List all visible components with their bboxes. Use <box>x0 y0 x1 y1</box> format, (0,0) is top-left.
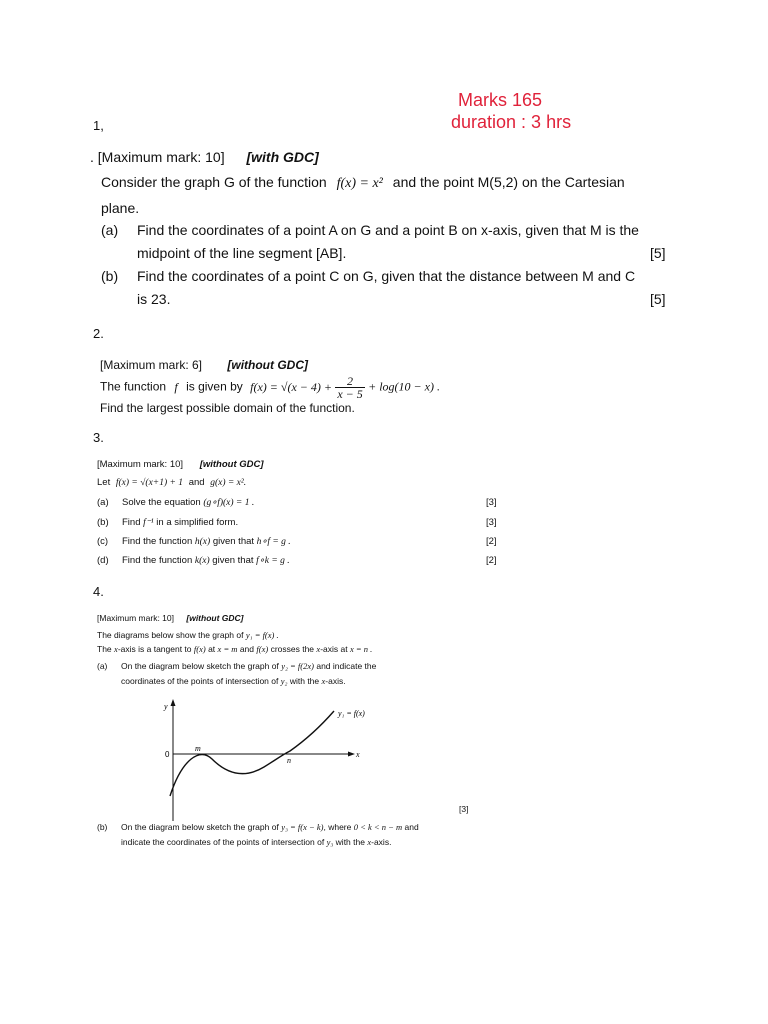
q4-math: x <box>316 644 321 654</box>
part-label: (a) <box>97 497 109 508</box>
q4-math: y₃ = f(x − k) <box>281 822 324 832</box>
q2-gdc-note: [without GDC] <box>227 358 309 372</box>
q4-max-mark: [Maximum mark: 10] <box>97 613 174 623</box>
part-text: Find the function <box>122 536 193 547</box>
part-mark: [5] <box>650 245 666 261</box>
q4-text: On the diagram below sketch the graph of <box>121 822 279 832</box>
q4-text: -axis is a tangent to <box>117 644 192 654</box>
part-text: midpoint of the line segment [AB]. <box>137 245 347 261</box>
q4-text: with the <box>289 676 320 686</box>
q4-text: -axis. <box>325 676 346 686</box>
q4-part-a <box>97 661 377 671</box>
q4-text: indicate the coordinates of the points of intersection of <box>121 837 325 847</box>
part-text: Find <box>122 517 141 528</box>
q4-text: crosses the <box>270 644 315 654</box>
q4-text: coordinates of the points of intersection of <box>121 676 279 686</box>
q4-text: and indicate the <box>316 661 377 671</box>
part-math: f∘k = g . <box>256 556 290 566</box>
q3-g-def: g(x) = x². <box>210 478 247 488</box>
q4-number: 4. <box>93 584 104 599</box>
y-axis-arrow <box>171 699 176 706</box>
marks-total: Marks 165 <box>458 90 543 110</box>
q2-max-mark: [Maximum mark: 6] <box>100 358 203 372</box>
q4-part-a-mark: [3] <box>459 804 469 814</box>
q4-text: -axis. <box>371 837 392 847</box>
part-label: (b) <box>97 822 108 832</box>
q4-math: f(x) <box>193 644 206 654</box>
part-label: (a) <box>97 661 108 671</box>
q2-text: is given by <box>186 379 243 394</box>
part-text: given that <box>212 555 254 566</box>
q4-math: x <box>321 676 326 686</box>
q4-text: and <box>239 644 255 654</box>
part-label: (d) <box>97 555 109 566</box>
part-label: (c) <box>97 536 109 547</box>
question-4 <box>97 613 477 858</box>
q3-f-def: f(x) = √(x+1) + 1 <box>115 478 184 488</box>
q1-max-mark: . [Maximum mark: 10] <box>90 149 225 165</box>
q4-part-b <box>97 822 419 832</box>
x-axis-label: x <box>356 750 360 759</box>
question-3 <box>97 459 507 571</box>
n-label: n <box>287 756 291 765</box>
q4-line2 <box>97 644 372 654</box>
part-text: Solve the equation <box>122 497 201 508</box>
part-text: is 23. <box>137 291 171 307</box>
q4-math: y₁ = f(x) . <box>245 630 279 640</box>
part-mark: [2] <box>486 555 497 566</box>
q4-math: x <box>367 837 372 847</box>
q4-math: y₂ <box>280 676 288 686</box>
q1-gdc-note: [with GDC] <box>246 149 319 165</box>
x-axis-arrow <box>348 752 355 757</box>
question-2 <box>100 358 440 415</box>
q4-math: f(x) <box>256 644 269 654</box>
q2-formula: f(x) = √(x − 4) + <box>250 379 332 394</box>
part-label: (a) <box>101 222 119 238</box>
q4-math: x <box>114 644 118 654</box>
part-text: Find the coordinates of a point C on G, given that the distance between M and C <box>137 268 636 284</box>
q4-text: The diagrams below show the graph of <box>97 630 244 640</box>
q4-text: -axis at <box>320 644 348 654</box>
part-math: h(x) <box>194 537 211 547</box>
q4-text: , where <box>323 822 352 832</box>
m-label: m <box>195 744 201 753</box>
q3-part-a <box>97 497 497 508</box>
q4-text: with the <box>335 837 365 847</box>
q4-gdc-note: [without GDC] <box>186 613 244 623</box>
q2-number: 2. <box>93 326 104 341</box>
numerator: 2 <box>335 375 364 388</box>
part-mark: [2] <box>486 536 497 547</box>
q1-intro: Consider the graph G of the function <box>101 174 327 190</box>
q4-math: 0 < k < n − m <box>353 822 403 832</box>
q2-formula-end: + log(10 − x) . <box>368 379 440 394</box>
q2-f: f <box>174 379 178 394</box>
q1-intro-end: plane. <box>101 200 140 216</box>
q3-number: 3. <box>93 430 104 445</box>
denominator: x − 5 <box>337 387 363 401</box>
q4-math: y₂ = f(2x) <box>281 661 314 671</box>
part-text: Find the function <box>122 555 193 566</box>
q1-function: f(x) = x² <box>336 176 383 191</box>
question-1 <box>90 146 680 316</box>
part-mark: [3] <box>486 517 497 528</box>
q2-text: The function <box>100 379 167 394</box>
part-math: (g∘f)(x) = 1 . <box>203 498 255 508</box>
origin-label: 0 <box>165 750 170 759</box>
exam-duration: duration : 3 hrs <box>451 112 572 132</box>
part-text: in a simplified form. <box>156 517 239 528</box>
part-math: f⁻¹ <box>143 518 154 528</box>
part-math: h∘f = g . <box>256 537 291 547</box>
q3-part-c <box>97 536 497 547</box>
part-math: k(x) <box>194 556 210 566</box>
q4-text: and <box>404 822 419 832</box>
q1-number: 1, <box>93 118 104 133</box>
part-text: given that <box>212 536 255 547</box>
q3-part-b <box>97 517 497 528</box>
part-mark: [3] <box>486 497 497 508</box>
q2-fraction <box>335 375 364 400</box>
q4-math: x = n . <box>349 644 373 654</box>
q4-math: y₃ <box>326 837 334 847</box>
q3-part-d <box>97 555 497 566</box>
q4-text: at <box>208 644 216 654</box>
q4-math: x = m <box>217 644 238 654</box>
q4-text: The <box>97 644 112 654</box>
part-label: (b) <box>97 517 109 528</box>
q3-max-mark: [Maximum mark: 10] <box>97 459 184 470</box>
q1-intro-cont: and the point M(5,2) on the Cartesian <box>392 174 625 190</box>
q3-text: Let <box>97 477 111 488</box>
q4-text: On the diagram below sketch the graph of <box>121 661 279 671</box>
curve-label: y₁ = f(x) <box>338 709 365 718</box>
q3-gdc-note: [without GDC] <box>199 459 264 470</box>
q2-task: Find the largest possible domain of the function. <box>100 401 355 415</box>
y-axis-label: y <box>164 702 168 711</box>
q3-text: and <box>188 477 205 488</box>
part-label: (b) <box>101 268 119 284</box>
part-text: Find the coordinates of a point A on G and a point B on x-axis, given that M is the <box>137 222 639 238</box>
part-mark: [5] <box>650 291 666 307</box>
function-graph <box>152 699 422 824</box>
